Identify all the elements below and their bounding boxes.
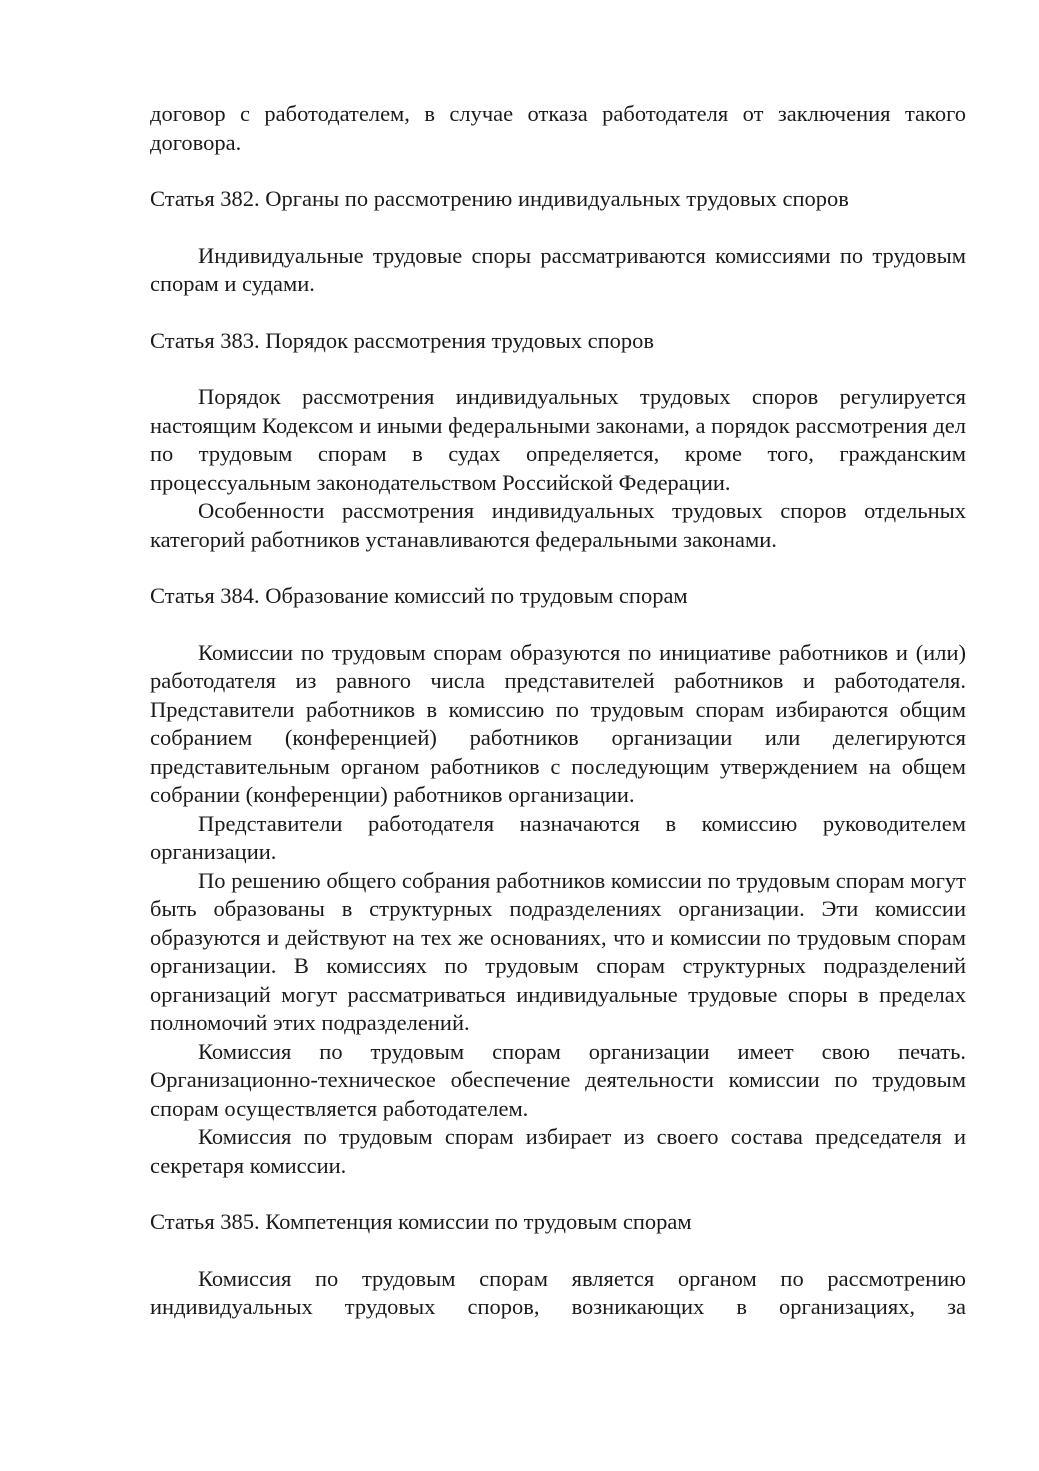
article-384-paragraph-1: Комиссии по трудовым спорам образуются по инициативе работников и (или) работодателя из равного числа представителей работников и работодателя. Представители работников в комиссию по трудовым спорам избираются общим собранием (конференцией) работников организации или делегируются представительным органом работников с последующим утверждением на общем собрании (конференции) работников организации. [150,639,966,807]
article-384-paragraph-4: Комиссия по трудовым спорам организации имеет свою печать. Организационно-техническое обеспечение деятельности комиссии по трудовым спорам осуществляется работодателем. [150,1038,966,1121]
spacer [150,355,966,383]
spacer [150,611,966,639]
article-384-heading: Статья 384. Образование комиссий по трудовым спорам [150,583,688,608]
article-384-paragraph-5: Комиссия по трудовым спорам избирает из своего состава председателя и секретаря комиссии. [150,1124,966,1178]
paragraph-contract-continuation: договор с работодателем, в случае отказа работодателя от заключения такого договора. [150,101,966,155]
article-383-paragraph-1: Порядок рассмотрения индивидуальных трудовых споров регулируется настоящим Кодексом и иными федеральными законами, а порядок рассмотрения дел по трудовым спорам в судах определяется, кроме того, гражданским процессуальным законодательством Российской Федерации. [150,384,966,495]
spacer [150,1237,966,1265]
spacer [150,554,966,582]
article-384-paragraph-3: По решению общего собрания работников комиссии по трудовым спорам могут быть образованы в структурных подразделениях организации. Эти комиссии образуются и действуют на тех же основаниях, что и комиссии по трудовым спорам организации. В комиссиях по трудовым спорам структурных подразделений организаций могут рассматриваться индивидуальные трудовые споры в пределах полномочий этих подразделений. [150,867,966,1035]
document-page [150,100,966,1322]
article-382-heading: Статья 382. Органы по рассмотрению индивидуальных трудовых споров [150,186,849,211]
spacer [150,299,966,327]
spacer [150,157,966,185]
article-384-paragraph-2: Представители работодателя назначаются в комиссию руководителем организации. [150,810,966,864]
article-382-paragraph: Индивидуальные трудовые споры рассматриваются комиссиями по трудовым спорам и судами. [150,242,966,296]
spacer [150,1180,966,1208]
article-383-heading: Статья 383. Порядок рассмотрения трудовых споров [150,327,655,353]
spacer [150,214,966,242]
article-383-paragraph-2: Особенности рассмотрения индивидуальных трудовых споров отдельных категорий работников устанавливаются федеральными законами. [150,498,966,552]
article-385-paragraph-1: Комиссия по трудовым спорам является органом по рассмотрению индивидуальных трудовых споров, возникающих в организациях, за [150,1265,966,1319]
article-385-heading: Статья 385. Компетенция комиссии по трудовым спорам [150,1209,692,1234]
